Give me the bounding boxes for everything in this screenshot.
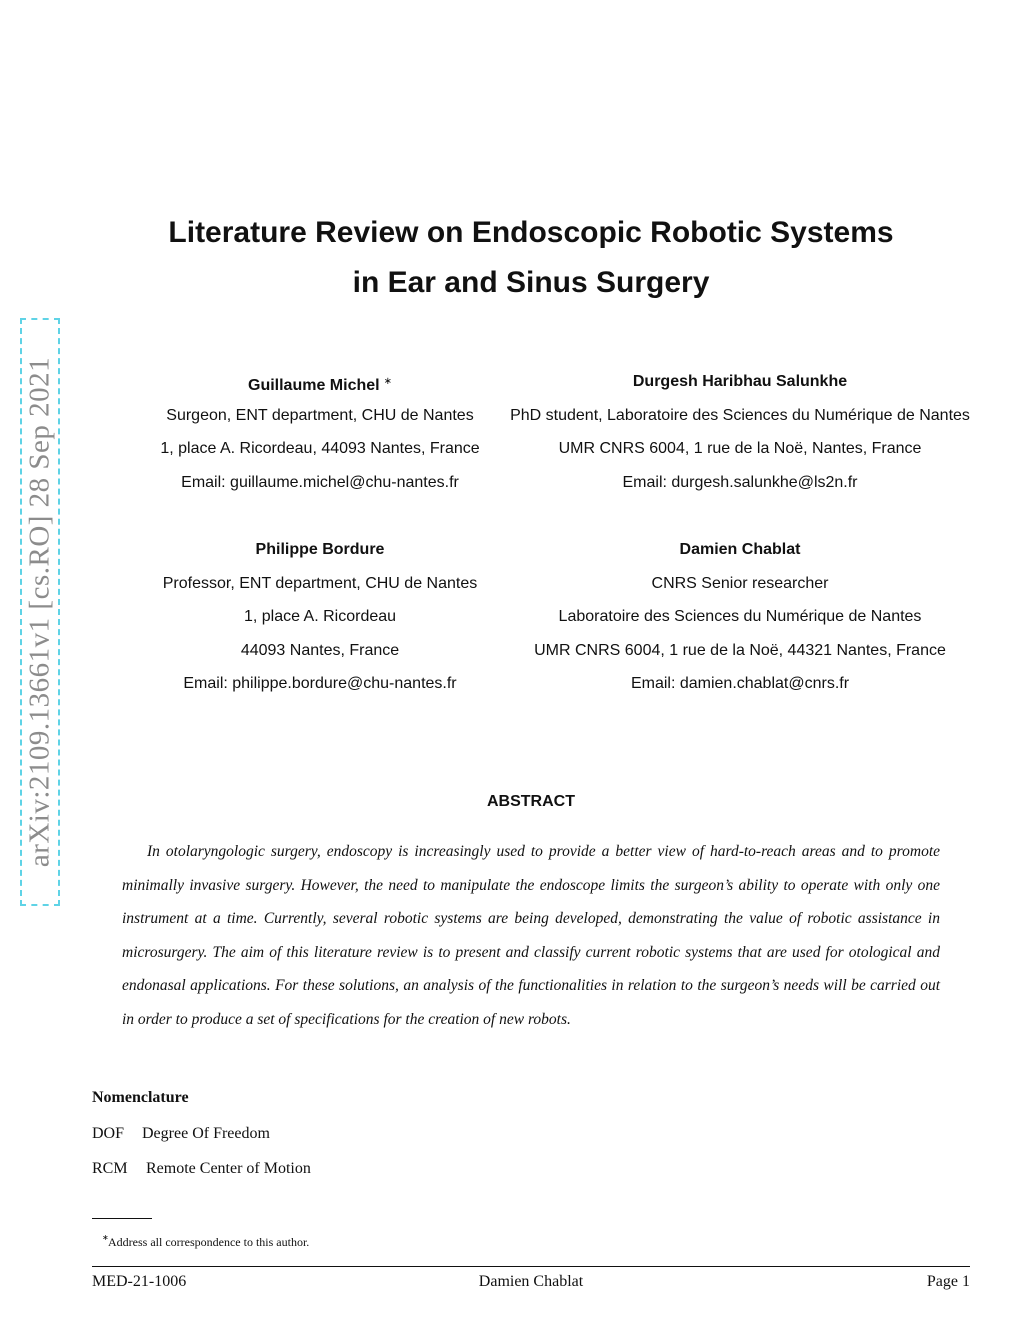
footnote-rule bbox=[92, 1218, 152, 1219]
nomenclature-definition: Degree Of Freedom bbox=[142, 1125, 270, 1142]
nomenclature-item bbox=[92, 1160, 311, 1178]
footer-page-number: Page 1 bbox=[926, 1273, 970, 1290]
nomenclature-abbr: RCM bbox=[92, 1160, 128, 1177]
abstract-text: In otolaryngologic surgery, endoscopy is increasingly used to provide a better view of hard-to-reach areas and to promote minimally invasive surgery. However, the need to manipulate the endoscope limits the surgeon’s ability to operate with only one instrument at a time. Currently, several robotic systems are being developed, demonstrating the value of robotic assistance in microsurgery. The aim of this literature review is to present and classify current robotic systems that are used for otological and endonasal applications. For these solutions, an analysis of the functionalities in relation to the surgeon’s needs will be carried out in order to produce a set of specifications for the creation of new robots. bbox=[122, 843, 940, 1028]
author-role: PhD student, Laboratoire des Sciences du Numérique de Nantes bbox=[510, 406, 970, 424]
footer-author: Damien Chablat bbox=[478, 1273, 584, 1290]
abstract-heading: ABSTRACT bbox=[487, 793, 575, 810]
author-name-row bbox=[120, 365, 520, 399]
author-address: 1, place A. Ricordeau bbox=[243, 608, 397, 625]
author-email: Email: philippe.bordure@chu-nantes.fr bbox=[183, 675, 457, 692]
nomenclature-item bbox=[92, 1125, 270, 1143]
author-block-chablat bbox=[490, 533, 990, 701]
author-name: Durgesh Haribhau Salunkhe bbox=[632, 373, 848, 390]
footnote-text: Address all correspondence to this author. bbox=[108, 1235, 310, 1249]
title-line-1: Literature Review on Endoscopic Robotic Systems bbox=[168, 216, 894, 249]
author-email: Email: damien.chablat@cnrs.fr bbox=[630, 675, 850, 692]
footer-manuscript-id: MED-21-1006 bbox=[92, 1273, 187, 1290]
author-address: Laboratoire des Sciences du Numérique de Nantes bbox=[558, 608, 922, 625]
author-address: UMR CNRS 6004, 1 rue de la Noë, Nantes, France bbox=[558, 440, 922, 457]
author-address: UMR CNRS 6004, 1 rue de la Noë, 44321 Nantes, France bbox=[534, 641, 946, 659]
footnote-marker: ∗ bbox=[102, 1233, 109, 1242]
author-role: CNRS Senior researcher bbox=[651, 574, 829, 592]
nomenclature-heading: Nomenclature bbox=[92, 1089, 189, 1106]
nomenclature-abbr: DOF bbox=[92, 1125, 125, 1142]
author-address: 1, place A. Ricordeau, 44093 Nantes, France bbox=[160, 440, 480, 457]
author-name: Guillaume Michel bbox=[248, 377, 380, 394]
author-role: Professor, ENT department, CHU de Nantes bbox=[162, 574, 478, 592]
nomenclature-definition: Remote Center of Motion bbox=[146, 1160, 311, 1177]
author-block-salunkhe bbox=[490, 365, 990, 499]
author-block-michel bbox=[120, 365, 520, 499]
footnote bbox=[102, 1233, 310, 1250]
author-role: Surgeon, ENT department, CHU de Nantes bbox=[166, 406, 474, 424]
footnote-marker: ∗ bbox=[383, 376, 392, 387]
author-name: Damien Chablat bbox=[679, 541, 801, 558]
arxiv-stamp bbox=[20, 318, 60, 906]
author-name: Philippe Bordure bbox=[255, 541, 385, 558]
footer-rule bbox=[92, 1266, 970, 1267]
author-email: Email: durgesh.salunkhe@ls2n.fr bbox=[622, 473, 858, 491]
arxiv-stamp-text: arXiv:2109.13661v1 [cs.RO] 28 Sep 2021 bbox=[23, 356, 56, 868]
paper-title bbox=[0, 208, 1024, 308]
author-email: Email: guillaume.michel@chu-nantes.fr bbox=[181, 473, 459, 491]
title-line-2: in Ear and Sinus Surgery bbox=[352, 266, 710, 299]
author-address: 44093 Nantes, France bbox=[240, 641, 400, 659]
author-block-bordure bbox=[120, 533, 520, 701]
